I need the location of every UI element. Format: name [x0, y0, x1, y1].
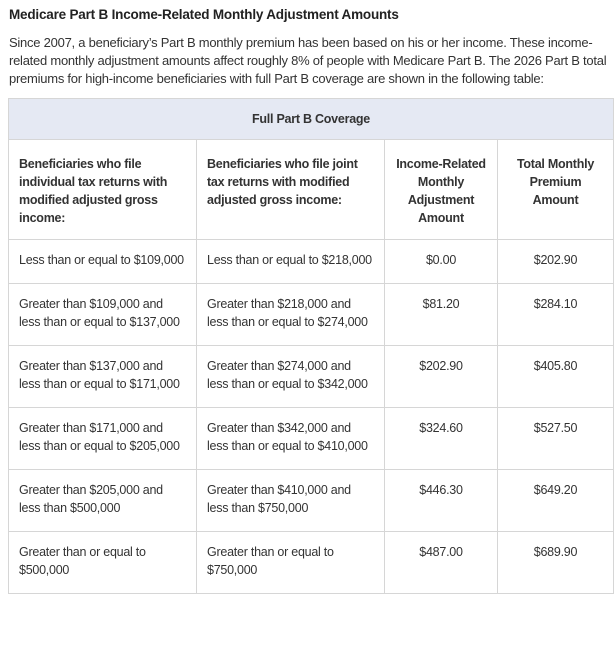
cell-adjustment: $446.30	[385, 470, 498, 532]
col-header-adjustment: Income-Related Monthly Adjustment Amount	[385, 140, 498, 240]
cell-adjustment: $0.00	[385, 240, 498, 284]
section-title: Medicare Part B Income-Related Monthly Adjustment Amounts	[9, 7, 399, 22]
cell-total: $202.90	[498, 240, 614, 284]
cell-joint: Greater than $274,000 and less than or equal to $342,000	[197, 346, 385, 408]
table-row	[9, 346, 614, 408]
cell-individual: Greater than $205,000 and less than $500,000	[9, 470, 197, 532]
table-row	[9, 470, 614, 532]
table-row	[9, 284, 614, 346]
cell-joint: Greater than $342,000 and less than or equal to $410,000	[197, 408, 385, 470]
cell-total: $284.10	[498, 284, 614, 346]
intro-paragraph: Since 2007, a beneficiary’s Part B monthly premium has been based on his or her income. These income-related monthly adjustment amounts affect roughly 8% of people with Medicare Part B. The 2026 Part B total premiums for high-income beneficiaries with full Part B coverage are shown in the following table:	[9, 35, 607, 86]
cell-adjustment: $202.90	[385, 346, 498, 408]
table-row	[9, 408, 614, 470]
table-row	[9, 532, 614, 594]
cell-individual: Less than or equal to $109,000	[9, 240, 197, 284]
col-header-total: Total Monthly Premium Amount	[498, 140, 614, 240]
irmaa-table	[8, 98, 614, 594]
cell-joint: Greater than $218,000 and less than or equal to $274,000	[197, 284, 385, 346]
band-header: Full Part B Coverage	[9, 99, 614, 140]
cell-joint: Greater than or equal to $750,000	[197, 532, 385, 594]
band-header-row	[9, 99, 614, 140]
cell-individual: Greater than $137,000 and less than or equal to $171,000	[9, 346, 197, 408]
cell-total: $405.80	[498, 346, 614, 408]
cell-individual: Greater than $109,000 and less than or equal to $137,000	[9, 284, 197, 346]
cell-adjustment: $324.60	[385, 408, 498, 470]
cell-individual: Greater than or equal to $500,000	[9, 532, 197, 594]
cell-individual: Greater than $171,000 and less than or equal to $205,000	[9, 408, 197, 470]
cell-joint: Less than or equal to $218,000	[197, 240, 385, 284]
cell-total: $649.20	[498, 470, 614, 532]
cell-total: $689.90	[498, 532, 614, 594]
cell-total: $527.50	[498, 408, 614, 470]
cell-joint: Greater than $410,000 and less than $750,000	[197, 470, 385, 532]
col-header-joint: Beneficiaries who file joint tax returns with modified adjusted gross income:	[197, 140, 385, 240]
cell-adjustment: $487.00	[385, 532, 498, 594]
cell-adjustment: $81.20	[385, 284, 498, 346]
col-header-individual: Beneficiaries who file individual tax returns with modified adjusted gross income:	[9, 140, 197, 240]
column-header-row	[9, 140, 614, 240]
table-row	[9, 240, 614, 284]
